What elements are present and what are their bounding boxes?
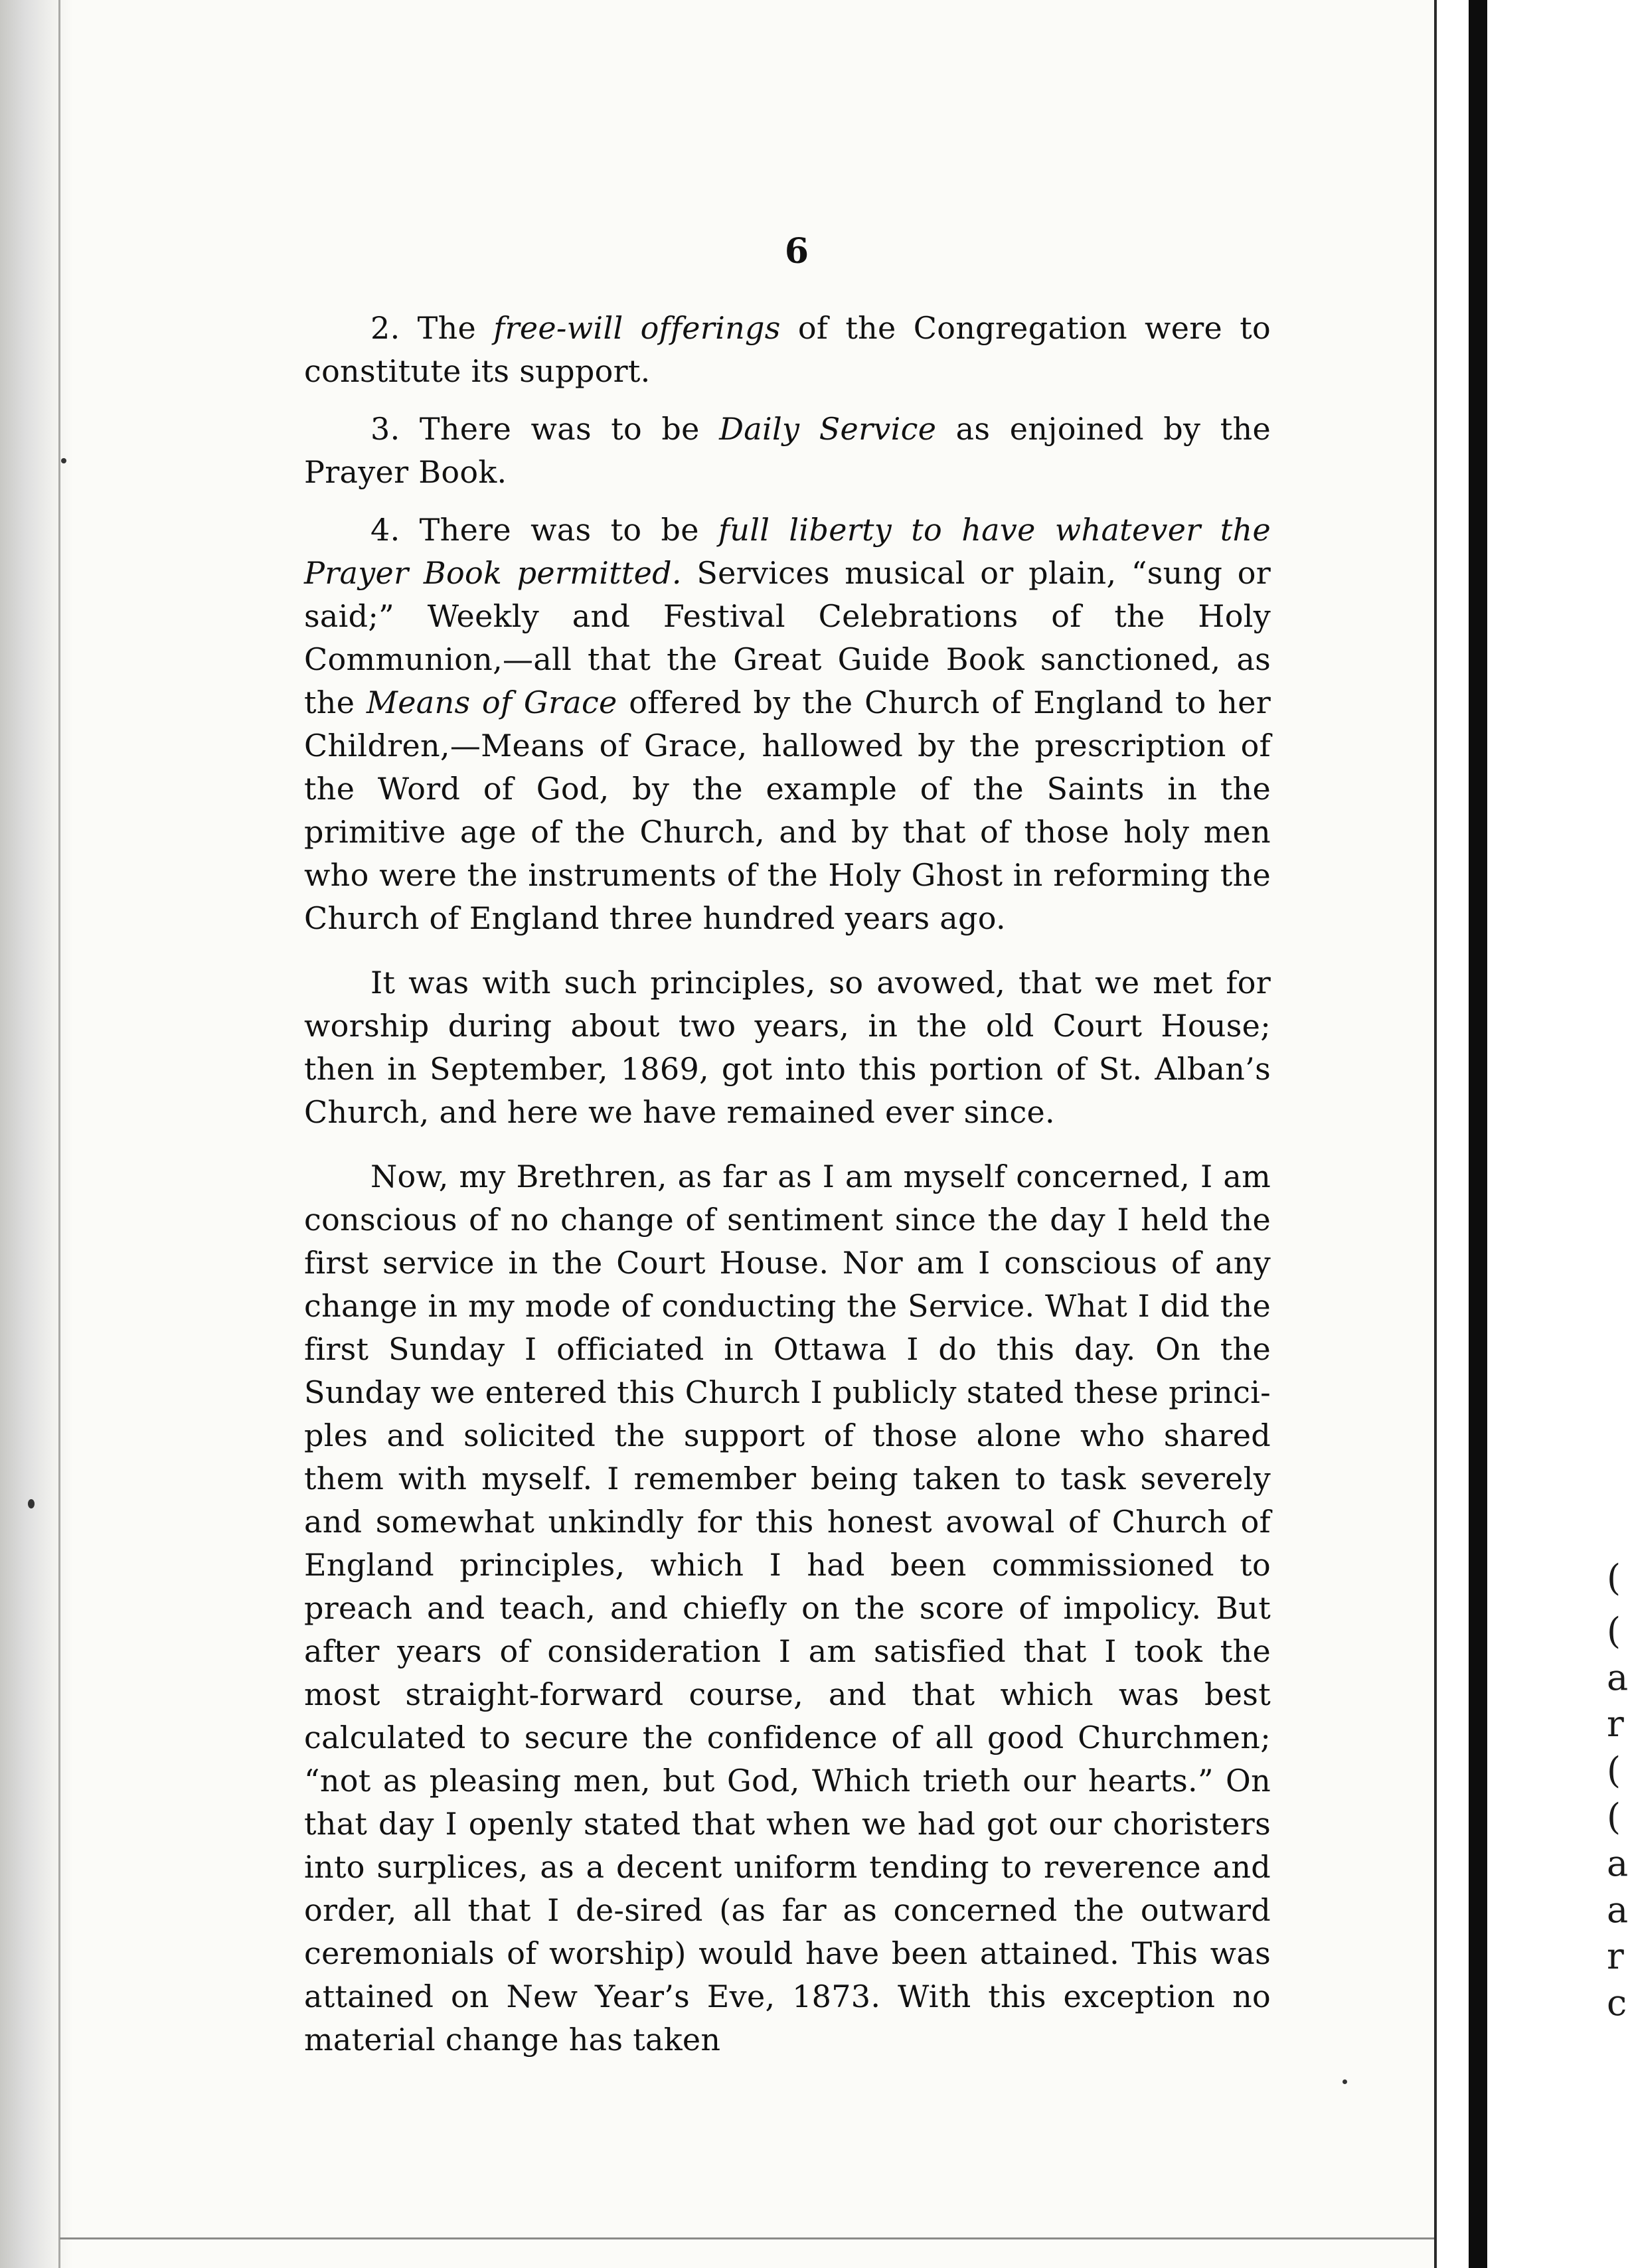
neighbor-fragment: r — [1607, 1703, 1624, 1745]
list-item-4 — [304, 509, 1271, 940]
text-run: offered by the Church of England to her Children,—Means of Grace, hallowed by the prescription of the Word of God, by the example of the Saints in the primitive age of the Church, and by that of those holy men who were the instruments of the Holy Ghost in reforming the Church of England three hundred years ago. — [304, 685, 1271, 936]
scan-speck — [61, 458, 66, 463]
page-gutter — [1437, 0, 1469, 2268]
neighbor-fragment: a — [1607, 1889, 1628, 1931]
scan-speck — [28, 1499, 35, 1508]
paragraph-brethren — [304, 1155, 1271, 2062]
neighbor-fragment: a — [1607, 1842, 1628, 1884]
italic-run: free-will offerings — [493, 310, 781, 346]
paragraph-principles — [304, 961, 1271, 1134]
text-run: 3. There was to be — [370, 411, 720, 447]
page-number: 6 — [784, 231, 809, 272]
neighbor-fragment: ( — [1607, 1796, 1621, 1838]
text-run: 2. The — [370, 310, 494, 346]
page-left-edge — [58, 0, 60, 2268]
text-run: Now, my Brethren, as far as I am myself concerned, I am conscious of no change of sentiment since the day I held the first service in the Court House. Nor am I conscious of any change in my mode of conducting the Service. What I did the first Sunday I officiated in Ottawa I do this day. On the Sunday we entered this Church I publicly stated these princi-ples and solicited the support of those alone who shared them with myself. I remember being taken to task severely and somewhat unkindly for this honest avowal of Church of England principles, which I had been commissioned to preach and teach, and chiefly on the score of impolicy. But after years of consideration I am satisfied that I took the most straight-forward course, and that which was best calculated to secure the confidence of all good Churchmen; “not as pleasing men, but God, Which trieth our hearts.” On that day I openly stated that when we had got our choristers into surplices, as a decent uniform tending to reverence and order, all that I de-sired (as far as concerned the outward ceremonials of worship) would have been attained. This was attained on New Year’s Eve, 1873. With this exception no material change has taken — [304, 1159, 1271, 2058]
page-bottom-edge — [60, 2237, 1434, 2239]
binding-dark-strip — [1469, 0, 1487, 2268]
list-item-2 — [304, 307, 1271, 393]
neighbor-fragment: a — [1607, 1657, 1628, 1698]
neighbor-page-strip — [1487, 0, 1628, 2268]
text-run: Services musical or plain, “sung or said;” Weekly and Festival Celebrations of the Holy Communion,—all that the Great Guide Book sanctioned, as the — [304, 555, 1271, 720]
text-run: as enjoined by the Prayer Book. — [304, 411, 1271, 490]
text-run: of the Congregation were to constitute its support. — [304, 310, 1271, 389]
text-run: It was with such principles, so avowed, that we met for worship during about two years, in the old Court House; then in September, 1869, got into this portion of St. Alban’s Church, and here we have remained ever since. — [304, 965, 1271, 1130]
neighbor-fragment: ( — [1607, 1557, 1621, 1599]
list-item-3 — [304, 408, 1271, 494]
neighbor-fragment: ( — [1607, 1610, 1621, 1652]
italic-run: full liberty to have whatever the Prayer Book permitted. — [304, 512, 1271, 591]
italic-run: Daily Service — [719, 411, 937, 447]
scan-speck — [1343, 2079, 1347, 2084]
neighbor-fragment: r — [1607, 1935, 1624, 1977]
italic-run: Means of Grace — [366, 685, 617, 720]
binding-shadow — [0, 0, 73, 2268]
body-text — [304, 307, 1271, 2062]
neighbor-fragment: ( — [1607, 1749, 1621, 1791]
neighbor-fragment: c — [1607, 1982, 1627, 2024]
text-run: 4. There was to be — [370, 512, 718, 548]
